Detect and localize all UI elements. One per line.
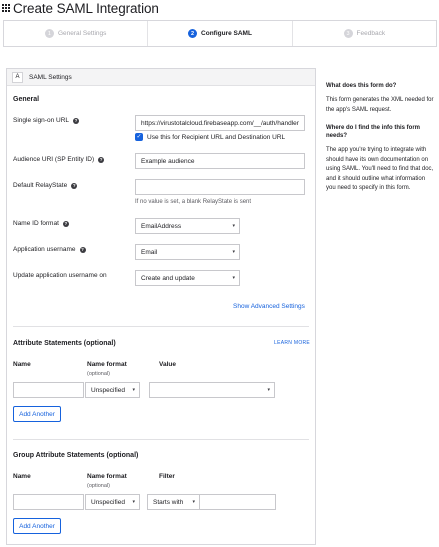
username-label [13,246,86,253]
col-value: Value [159,361,176,368]
update-username-select[interactable] [135,270,240,286]
general-heading: General [13,96,40,103]
nameid-format-select[interactable] [135,218,240,234]
col-optional: (optional) [87,483,110,489]
col-name: Name [13,361,31,368]
attribute-statements-heading: Attribute Statements (optional) [13,340,116,347]
step-label: Configure SAML [201,30,252,37]
page-title: Create SAML Integration [13,0,159,16]
audience-label-text: Audience URI (SP Entity ID) [13,156,95,163]
nameid-label-text: Name ID format [13,220,59,227]
page-header [2,0,159,16]
recipient-checkbox[interactable] [135,133,285,141]
relaystate-input[interactable] [135,179,305,195]
section-badge: A [12,72,23,83]
group-filter-input[interactable] [199,494,276,510]
attribute-format-select[interactable] [85,382,140,398]
relaystate-label-text: Default RelayState [13,182,68,189]
help-answer-2: The app you're trying to integrate with should have its own documentation on using SAML. You'll need to find that doc, and it should outline what information you need to specify in this form. [326,147,434,191]
question-circle-icon[interactable]: ? [81,246,84,252]
group-format-value: Unspecified [91,498,125,506]
nameid-label [13,220,69,227]
help-sidebar [326,82,436,194]
attribute-value-select[interactable] [149,382,275,398]
update-username-value: Create and update [141,274,195,282]
divider [13,326,309,327]
help-question-1: What does this form do? [326,83,397,89]
group-filter-value: Starts with [153,498,184,506]
checkbox-label: Use this for Recipient URL and Destination URL [147,133,286,141]
question-circle-icon[interactable]: ? [64,220,68,226]
grid-icon [2,4,11,13]
sso-url-input[interactable]: https://virustotalcloud.firebaseapp.com/__/auth/handler [135,115,305,131]
help-question-2: Where do I find the info this form needs? [326,125,420,139]
relaystate-label [13,182,77,189]
step-label: General Settings [57,30,107,37]
step-configure-saml[interactable] [148,21,292,46]
question-circle-icon[interactable]: ? [74,117,78,123]
attribute-name-input[interactable] [13,382,84,398]
caret-down-icon: ▾ [132,499,135,505]
caret-down-icon: ▾ [192,499,195,505]
step-number: 1 [45,29,54,38]
section-header [7,69,315,86]
group-name-input[interactable] [13,494,84,510]
step-label: Feedback [356,30,386,37]
add-group-attribute-button[interactable]: Add Another [13,518,61,534]
caret-down-icon: ▾ [132,387,135,393]
app-username-value: Email [141,248,158,256]
username-label-text: Application username [13,246,76,253]
add-attribute-button[interactable]: Add Another [13,406,61,422]
caret-down-icon: ▾ [232,249,235,255]
show-advanced-settings-link[interactable]: Show Advanced Settings [233,303,305,310]
caret-down-icon: ▾ [267,387,270,393]
group-filter-select[interactable] [147,494,200,510]
sso-label-text: Single sign-on URL [13,117,70,124]
question-circle-icon[interactable]: ? [72,182,76,188]
sso-label [13,117,79,124]
step-feedback[interactable] [293,21,436,46]
step-number: 2 [188,29,197,38]
audience-uri-input[interactable]: Example audience [135,153,305,169]
wizard-steps [3,20,437,47]
caret-down-icon: ▾ [232,275,235,281]
col-filter: Filter [159,473,175,480]
group-format-select[interactable] [85,494,140,510]
checkmark-icon: ✓ [136,134,142,140]
group-attribute-statements-heading: Group Attribute Statements (optional) [13,452,139,459]
attribute-format-value: Unspecified [91,386,125,394]
col-optional: (optional) [87,371,110,377]
step-number: 3 [344,29,353,38]
relaystate-hint: If no value is set, a blank RelayState is sent [135,199,252,205]
col-name: Name [13,473,31,480]
learn-more-link[interactable]: LEARN MORE [274,340,311,346]
question-circle-icon[interactable]: ? [99,156,103,162]
saml-settings-panel [6,68,316,545]
app-username-select[interactable] [135,244,240,260]
caret-down-icon: ▾ [232,223,235,229]
step-general-settings[interactable] [4,21,148,46]
audience-label [13,156,104,163]
divider [13,439,309,440]
help-answer-1: This form generates the XML needed for the app's SAML request. [326,97,434,113]
col-name-format: Name format [87,361,127,368]
nameid-format-value: EmailAddress [141,222,182,230]
col-name-format: Name format [87,473,127,480]
update-label: Update application username on [13,272,107,279]
section-title: SAML Settings [29,73,72,81]
